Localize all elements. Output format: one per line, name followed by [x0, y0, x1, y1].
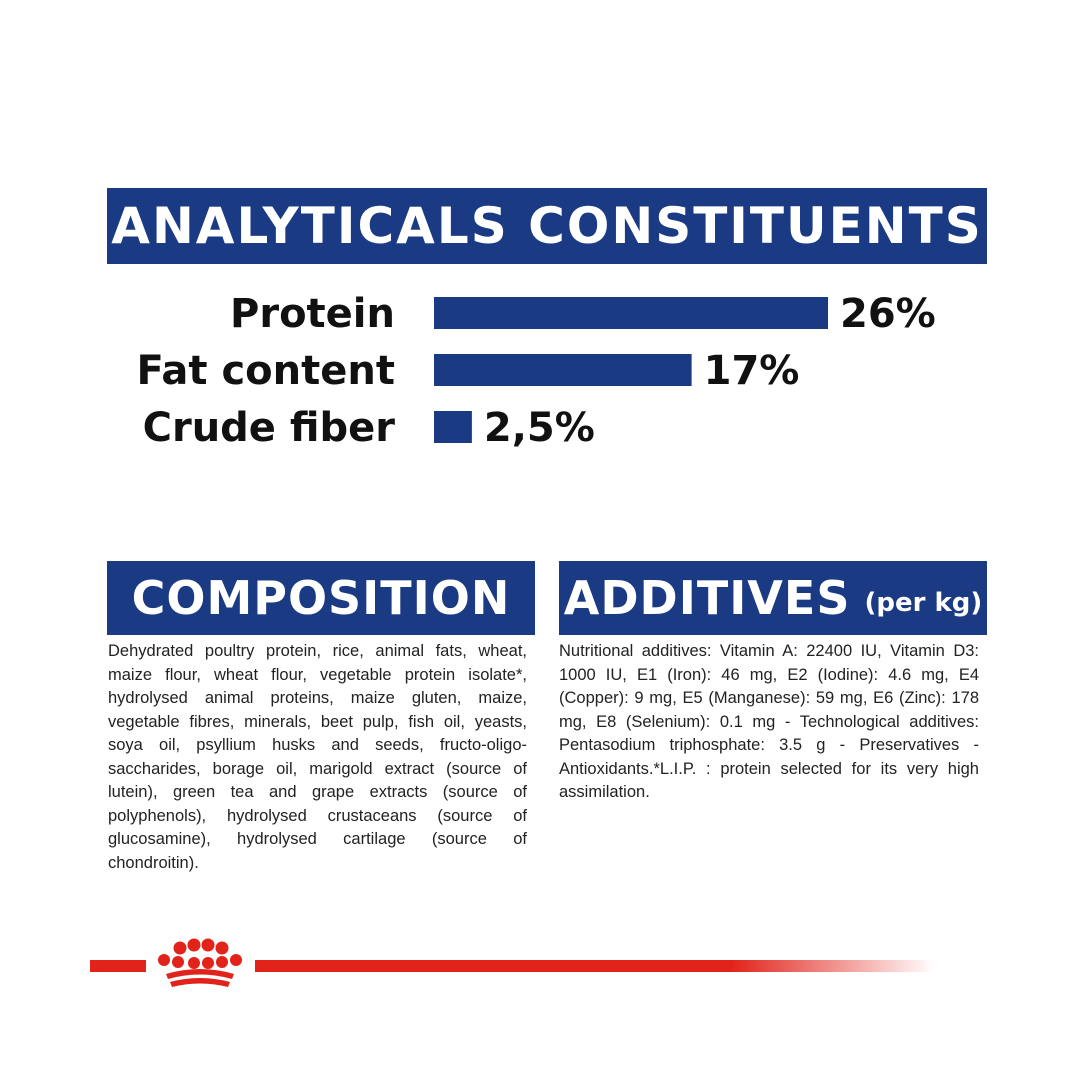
footer-line-right [255, 960, 935, 972]
additives-title: ADDITIVES [563, 571, 851, 625]
additives-subtitle: (per kg) [864, 588, 983, 618]
composition-title: COMPOSITION [131, 571, 511, 625]
value-label-crude-fiber: 2,5% [483, 405, 595, 451]
analytics-title-banner [107, 188, 987, 264]
royal-canin-crown-icon [150, 938, 250, 992]
category-label-protein: Protein [230, 291, 395, 337]
category-label-fat-content: Fat content [136, 348, 395, 394]
additives-title-banner [559, 561, 987, 635]
value-label-fat-content: 17% [703, 348, 800, 394]
bar-protein [434, 297, 828, 329]
value-label-protein: 26% [840, 291, 936, 337]
bar-fat-content [434, 354, 692, 386]
composition-title-banner [107, 561, 535, 635]
analytics-bar-chart [0, 280, 1080, 470]
additives-text: Nutritional additives: Vitamin A: 22400 IU, Vitamin D3: 1000 IU, E1 (Iron): 46 mg, E2 (Iodine): 4.6 mg, E4 (Copper): 9 mg, E5 (Manganese): 59 mg, E6 (Zinc): 178 mg, E8 (Selenium): 0.1 mg - Technological additives: Pentasodium triphosphate: 3.5 g - Preservatives - Antioxidants.*L.I.P. : protein selected for its very high assimilation. [559, 642, 979, 801]
bar-crude-fiber [434, 411, 472, 443]
category-label-crude-fiber: Crude fiber [142, 405, 395, 451]
composition-text: Dehydrated poultry protein, rice, animal fats, wheat, maize flour, wheat flour, vegetable protein isolate*, hydrolysed animal proteins, maize gluten, maize, vegetable fibres, minerals, beet pulp, fish oil, yeasts, soya oil, psyllium husks and seeds, fructo-oligo-saccharides, borage oil, marigold extract (source of lutein), green tea and grape extracts (source of polyphenols), hydrolysed crustaceans (source of glucosamine), hydrolysed cartilage (source of chondroitin). [108, 642, 527, 872]
analytics-title: ANALYTICALS CONSTITUENTS [111, 197, 983, 255]
footer-line-left [90, 960, 146, 972]
